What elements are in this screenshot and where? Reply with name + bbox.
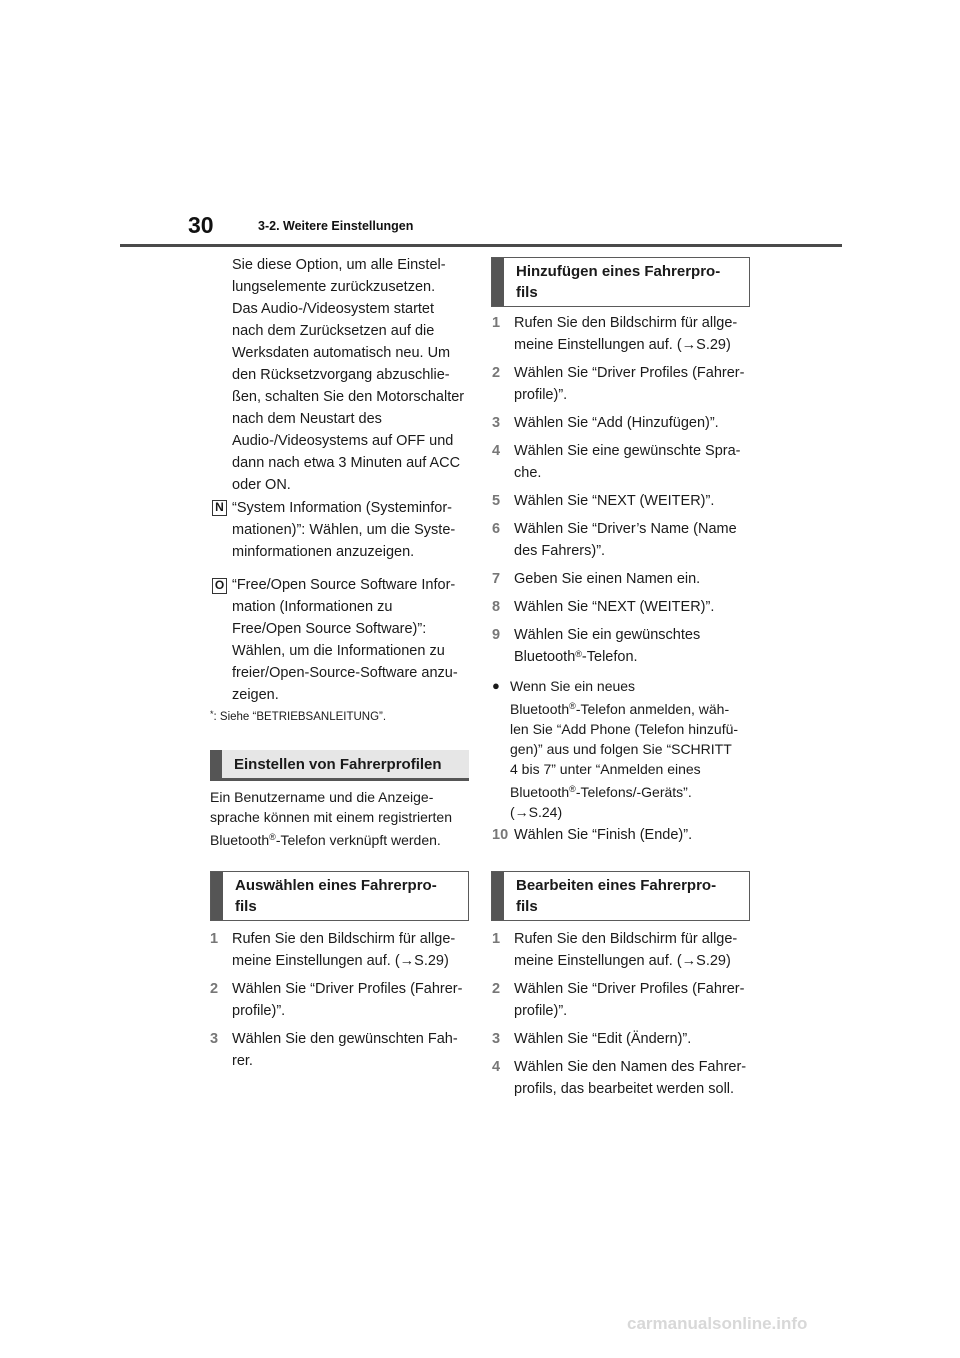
text-line: Sie diese Option, um alle Einstel-	[232, 257, 446, 273]
step-number: 3	[492, 1031, 501, 1047]
text-line: freier/Open-Source-Software anzu-	[232, 665, 458, 681]
title-line: fils	[235, 898, 257, 915]
text-line: lungselemente zurückzusetzen.	[232, 279, 436, 295]
edit-steps	[492, 928, 752, 1106]
bullet-item	[492, 676, 752, 822]
text-line: Ein Benutzername und die Anzeige-	[210, 789, 434, 805]
step-text	[514, 312, 752, 356]
step-line: Wählen Sie eine gewünschte Spra-	[514, 443, 741, 459]
registered-mark: ®	[569, 784, 576, 794]
step-number: 8	[492, 599, 501, 615]
step-line: meine Einstellungen auf. (→S.29)	[514, 337, 731, 353]
step-text: Wählen Sie “Edit (Ändern)”.	[514, 1031, 692, 1047]
step-text: Geben Sie einen Namen ein.	[514, 571, 701, 587]
step-item	[492, 312, 752, 356]
step-item	[492, 412, 752, 434]
step-number: 6	[492, 521, 501, 537]
step-text: Wählen Sie “Add (Hinzufügen)”.	[514, 415, 719, 431]
text-line: Audio-/Videosystems auf OFF und	[232, 433, 454, 449]
bullet-note	[492, 676, 752, 822]
step-item	[492, 624, 752, 668]
step-text	[514, 978, 752, 1022]
title-line: fils	[516, 898, 538, 915]
subheader-text	[492, 261, 720, 303]
text-line	[210, 830, 475, 850]
step-text: Wählen Sie “Finish (Ende)”.	[514, 827, 693, 843]
bullet-line: Wenn Sie ein neues	[510, 678, 636, 694]
text-segment: Bluetooth	[510, 784, 570, 800]
reset-description	[210, 254, 472, 496]
step-line: Bluetooth	[514, 649, 576, 665]
step-text: Wählen Sie “NEXT (WEITER)”.	[514, 493, 715, 509]
text-segment: -Telefon anmelden, wäh-	[575, 701, 730, 717]
step-text	[232, 978, 472, 1022]
section-header-text: Einstellen von Fahrerprofilen	[234, 755, 442, 773]
step-text: Wählen Sie “NEXT (WEITER)”.	[514, 599, 715, 615]
text-line: Free/Open Source Software)”:	[232, 621, 427, 637]
header-bar	[492, 258, 504, 306]
step-line: profile)”.	[514, 1003, 568, 1019]
text-line: oder ON.	[232, 477, 291, 493]
title-line: Hinzufügen eines Fahrerpro-	[516, 263, 721, 280]
step-number: 3	[210, 1031, 219, 1047]
step-text	[514, 624, 752, 668]
footnote	[210, 706, 472, 728]
step-number: 4	[492, 1059, 501, 1075]
step-item	[492, 490, 752, 512]
marker-o: O	[212, 578, 227, 594]
add-steps	[492, 312, 752, 674]
step-text	[232, 1028, 472, 1072]
step-item	[492, 568, 752, 590]
step-number: 9	[492, 627, 501, 643]
step-line: Wählen Sie “Driver’s Name (Name	[514, 521, 737, 537]
text-line: den Rücksetzvorgang abzuschlie-	[232, 367, 450, 383]
step-line: Wählen Sie den Namen des Fahrer-	[514, 1059, 747, 1075]
bullet-line	[510, 699, 729, 719]
step-item	[492, 518, 752, 562]
step-line: che.	[514, 465, 542, 481]
text-line: nach dem Neustart des	[232, 411, 382, 427]
step-text	[514, 362, 752, 406]
section-header-driver-profiles	[210, 750, 469, 781]
step-text	[514, 518, 752, 562]
step-text	[514, 440, 752, 484]
text-line: dann nach etwa 3 Minuten auf ACC	[232, 455, 461, 471]
step-number: 3	[492, 415, 501, 431]
title-line: fils	[516, 284, 538, 301]
text-line: minformationen anzuzeigen.	[232, 544, 415, 560]
bullet-line: len Sie “Add Phone (Telefon hinzufü-	[510, 721, 739, 737]
step-line: -Telefon.	[581, 649, 638, 665]
bullet-text	[510, 676, 738, 822]
subheader-add-profile	[491, 257, 750, 307]
step-item	[492, 596, 752, 618]
step-number: 2	[492, 981, 501, 997]
header-rule	[120, 244, 842, 247]
watermark: carmanualsonline.info	[627, 1314, 808, 1333]
step-number: 1	[210, 931, 219, 947]
step-item	[492, 1056, 752, 1100]
select-steps	[210, 928, 472, 1078]
bullet-line	[510, 782, 692, 802]
text-line: zeigen.	[232, 687, 279, 703]
text-line: sprache können mit einem registrierten	[210, 809, 453, 825]
step-line: profile)”.	[232, 1003, 286, 1019]
step-number: 2	[492, 365, 501, 381]
item-open-source	[210, 574, 472, 706]
text-line: mation (Informationen zu	[232, 599, 393, 615]
text-line: mationen)”: Wählen, um die Syste-	[232, 522, 456, 538]
step-line: Wählen Sie “Driver Profiles (Fahrer-	[514, 981, 745, 997]
bullet-dot-icon: ●	[492, 678, 500, 693]
step-line: profils, das bearbeitet werden soll.	[514, 1081, 735, 1097]
step-number: 1	[492, 315, 501, 331]
header-bar	[210, 750, 222, 778]
step-text	[232, 928, 472, 972]
step-line: Wählen Sie “Driver Profiles (Fahrer-	[514, 365, 745, 381]
step-number: 10	[492, 827, 509, 843]
step-text	[514, 1056, 752, 1100]
text-line: “System Information (Systeminfor-	[232, 500, 452, 516]
step-item	[492, 440, 752, 484]
step-item	[210, 928, 472, 972]
step-text	[514, 928, 752, 972]
step-line: Wählen Sie den gewünschten Fah-	[232, 1031, 458, 1047]
step-number: 4	[492, 443, 501, 459]
text-segment: -Telefon verknüpft werden.	[275, 832, 441, 848]
bullet-line: (→S.24)	[510, 804, 563, 820]
subheader-text	[492, 875, 716, 917]
intro-paragraph	[210, 787, 475, 850]
text-line: Wählen, um die Informationen zu	[232, 643, 445, 659]
footnote-mark: *	[210, 709, 214, 719]
title-line: Bearbeiten eines Fahrerpro-	[516, 877, 717, 894]
step-line: Wählen Sie “Driver Profiles (Fahrer-	[232, 981, 463, 997]
text-segment: Bluetooth	[210, 832, 270, 848]
step-item	[492, 824, 752, 846]
header-bar	[492, 872, 504, 920]
title-line: Auswählen eines Fahrerpro-	[235, 877, 437, 894]
bullet-line: 4 bis 7” unter “Anmelden eines	[510, 761, 701, 777]
subheader-edit-profile	[491, 871, 750, 921]
registered-mark: ®	[569, 701, 576, 711]
text-segment: Bluetooth	[510, 701, 570, 717]
step-item	[492, 978, 752, 1022]
step-item	[210, 1028, 472, 1072]
item-system-information	[210, 497, 472, 563]
step-number: 7	[492, 571, 501, 587]
text-line: Werksdaten automatisch neu. Um	[232, 345, 451, 361]
step-line: Rufen Sie den Bildschirm für allge-	[514, 931, 738, 947]
step-item	[210, 978, 472, 1022]
step-line: rer.	[232, 1053, 253, 1069]
step-line: Rufen Sie den Bildschirm für allge-	[232, 931, 456, 947]
step-line: des Fahrers)”.	[514, 543, 606, 559]
step-line: meine Einstellungen auf. (→S.29)	[232, 953, 449, 969]
text-line: “Free/Open Source Software Infor-	[232, 577, 456, 593]
footnote-text: : Siehe “BETRIEBSANLEITUNG”.	[213, 711, 387, 723]
step-item	[492, 928, 752, 972]
step-line: profile)”.	[514, 387, 568, 403]
text-line: Das Audio-/Videosystem startet	[232, 301, 435, 317]
step-number: 5	[492, 493, 501, 509]
step-line: Rufen Sie den Bildschirm für allge-	[514, 315, 738, 331]
step-item	[492, 362, 752, 406]
bullet-line: gen)” aus und folgen Sie “SCHRITT	[510, 741, 732, 757]
step-line: meine Einstellungen auf. (→S.29)	[514, 953, 731, 969]
registered-mark: ®	[575, 649, 582, 659]
subheader-text	[211, 875, 437, 917]
text-segment: -Telefons/-Geräts”.	[575, 784, 692, 800]
marker-n: N	[212, 500, 227, 516]
step-item	[492, 1028, 752, 1050]
step-number: 1	[492, 931, 501, 947]
registered-mark: ®	[269, 832, 276, 842]
step-number: 2	[210, 981, 219, 997]
subheader-select-profile	[210, 871, 469, 921]
page-number: 30	[188, 212, 214, 238]
section-title: 3-2. Weitere Einstellungen	[258, 219, 414, 233]
text-line: ßen, schalten Sie den Motorschalter	[232, 389, 465, 405]
text-line: nach dem Zurücksetzen auf die	[232, 323, 435, 339]
header-bar	[211, 872, 223, 920]
step-line: Wählen Sie ein gewünschtes	[514, 627, 701, 643]
step-10	[492, 824, 752, 852]
